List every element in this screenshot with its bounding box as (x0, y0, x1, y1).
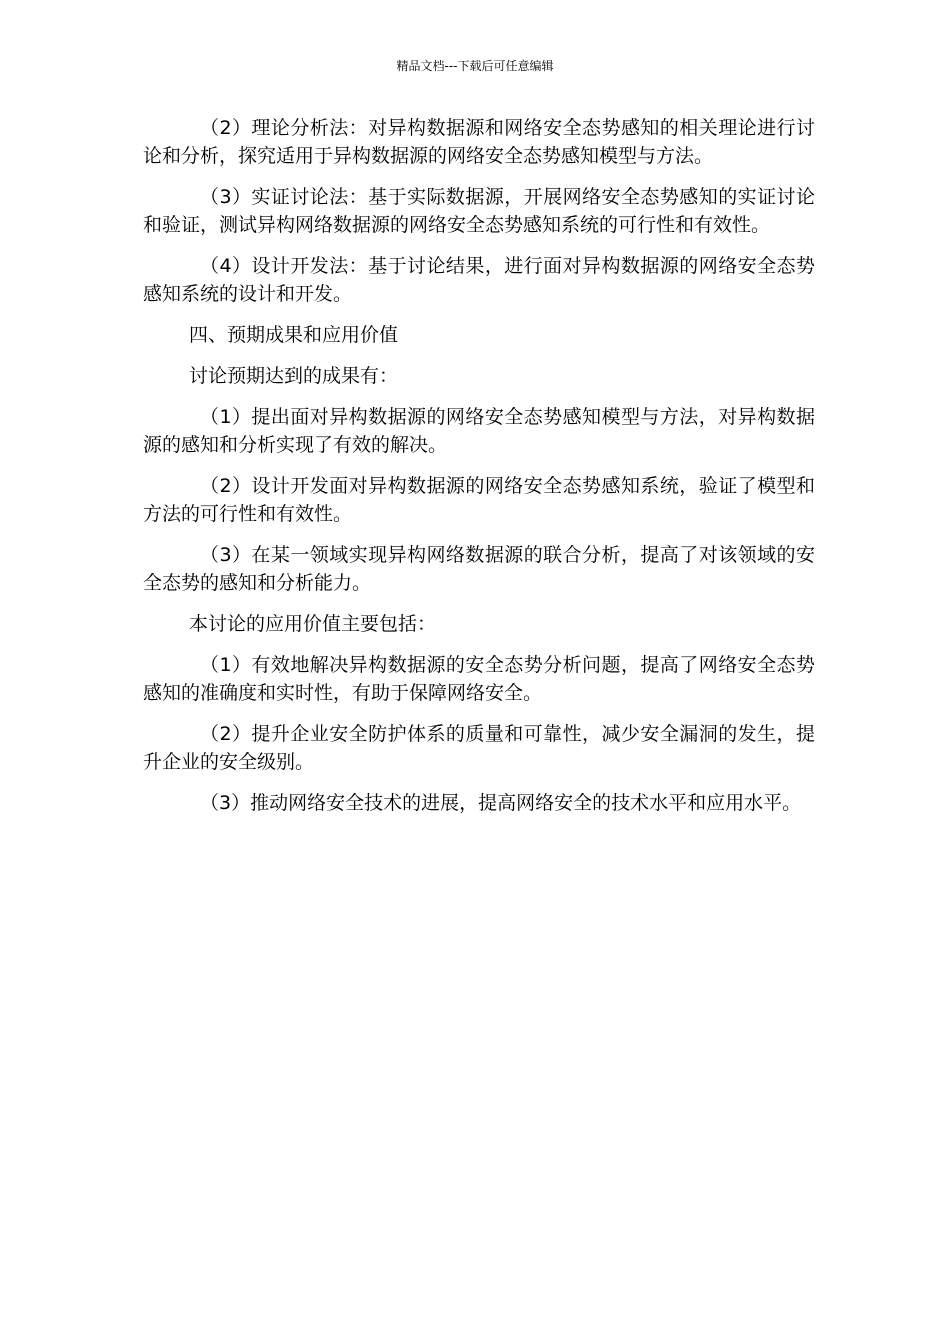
paragraph-result-1: （1）提出面对异构数据源的网络安全态势感知模型与方法，对异构数据源的感知和分析实现了有效的解决。 (143, 406, 815, 456)
paragraph-value-2: （2）提升企业安全防护体系的质量和可靠性，减少安全漏洞的发生，提升企业的安全级别。 (143, 723, 815, 773)
paragraph-method-2: （2）理论分析法：对异构数据源和网络安全态势感知的相关理论进行讨论和分析，探究适用于异构数据源的网络安全态势感知模型与方法。 (143, 117, 815, 167)
section-heading-4: 四、预期成果和应用价值 (189, 324, 399, 346)
paragraph-method-4: （4）设计开发法：基于讨论结果，进行面对异构数据源的网络安全态势感知系统的设计和开发。 (143, 255, 815, 305)
value-intro: 本讨论的应用价值主要包括： (189, 613, 437, 635)
results-intro: 讨论预期达到的成果有： (189, 365, 399, 387)
document-body (143, 114, 815, 830)
page-header: 精品文档---下载后可任意编辑 (396, 59, 554, 73)
paragraph-result-2: （2）设计开发面对异构数据源的网络安全态势感知系统，验证了模型和方法的可行性和有效性。 (143, 475, 815, 525)
paragraph-value-3: （3）推动网络安全技术的进展，提高网络安全的技术水平和应用水平。 (200, 792, 802, 814)
paragraph-result-3: （3）在某一领域实现异构网络数据源的联合分析，提高了对该领域的安全态势的感知和分析能力。 (143, 544, 815, 594)
paragraph-method-3: （3）实证讨论法：基于实际数据源，开展网络安全态势感知的实证讨论和验证，测试异构网络数据源的网络安全态势感知系统的可行性和有效性。 (143, 186, 815, 236)
paragraph-value-1: （1）有效地解决异构数据源的安全态势分析问题，提高了网络安全态势感知的准确度和实时性，有助于保障网络安全。 (143, 654, 815, 704)
